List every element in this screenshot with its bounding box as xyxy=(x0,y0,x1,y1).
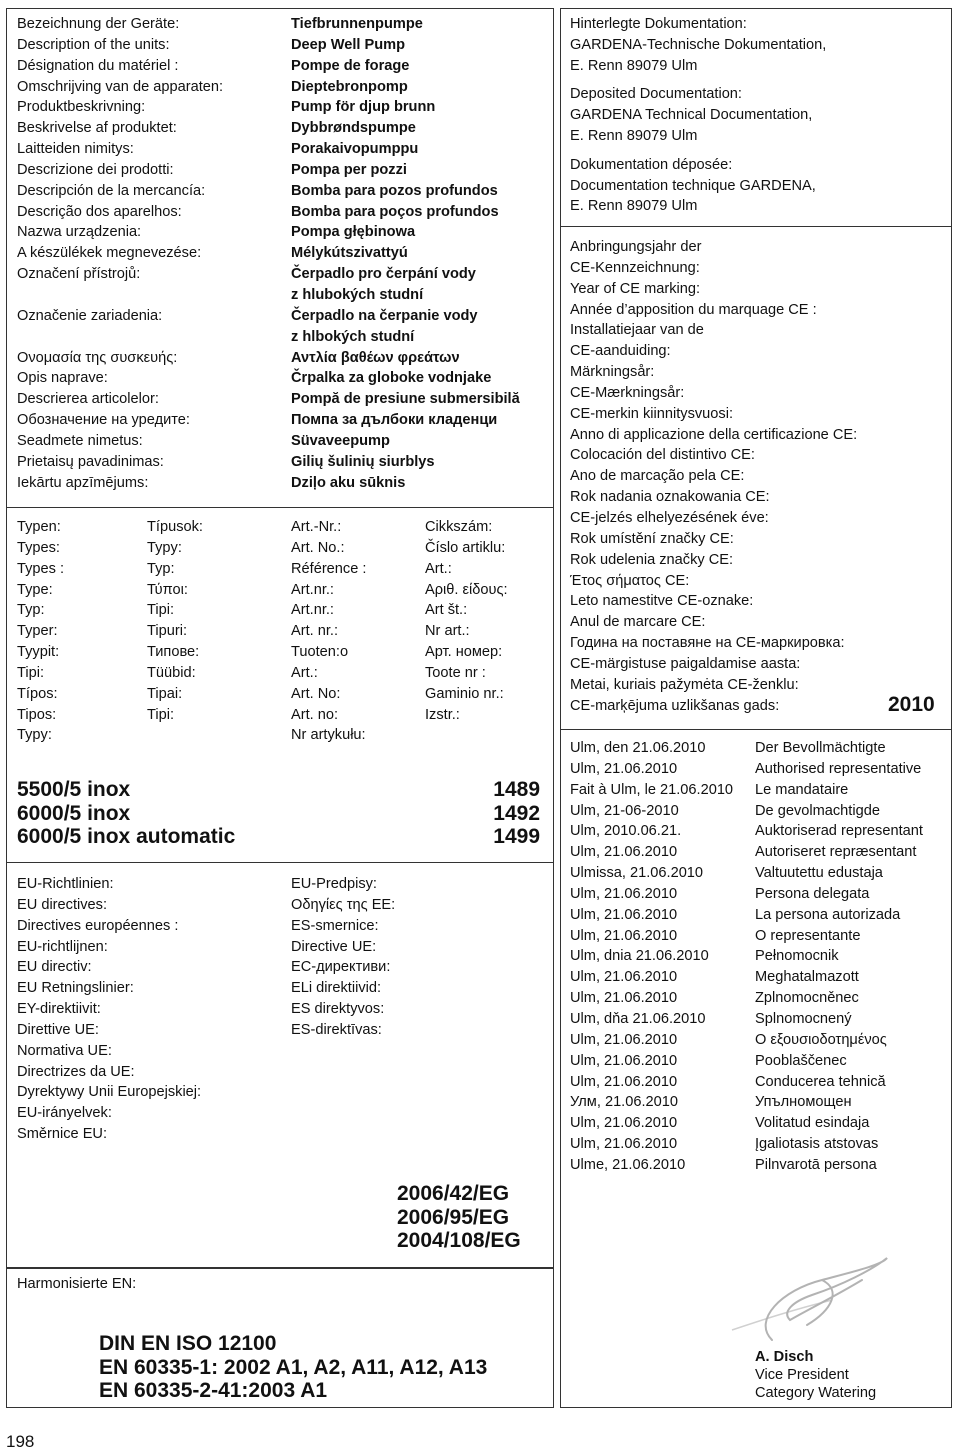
article-number-label: Tuoten:o xyxy=(291,644,349,661)
signature-role: Pilnvarotā persona xyxy=(755,1156,877,1173)
model-number: 1499 xyxy=(493,825,540,848)
signature-place-date: Ulm, 21-06-2010 xyxy=(570,802,679,819)
type-label: Typy: xyxy=(147,539,182,556)
ce-marking-label: Rok udelenia značky CE: xyxy=(570,551,734,568)
ce-marking-label: Rok umístění značky CE: xyxy=(570,530,734,547)
designation-label: A készülékek megnevezése: xyxy=(17,245,202,262)
eu-directive-label: EU-richtlijnen: xyxy=(17,938,108,955)
signature-role: Įgaliotasis atstovas xyxy=(755,1136,879,1153)
model-name: 6000/5 inox automatic xyxy=(17,825,236,848)
signature-place-date: Улм, 21.06.2010 xyxy=(570,1094,678,1111)
eu-directive-label: EU-Richtlinien: xyxy=(17,876,114,892)
type-label: Typ: xyxy=(17,602,45,619)
designation-value: z hlbokých studní xyxy=(291,328,415,345)
article-number-label: Cikkszám: xyxy=(425,519,493,535)
signature-place-date: Ulme, 21.06.2010 xyxy=(570,1156,686,1173)
type-label: Types : xyxy=(17,560,65,577)
signature-place-date: Ulm, dnia 21.06.2010 xyxy=(570,948,709,965)
documentation-line2: E. Renn 89079 Ulm xyxy=(570,57,698,74)
designation-label: Označenie zariadenia: xyxy=(17,307,163,324)
designation-value: Črpalka za globoke vodnjake xyxy=(291,370,492,387)
signature-place-date: Ulm, 21.06.2010 xyxy=(570,969,678,986)
eu-directive-number: 2004/108/EG xyxy=(397,1229,521,1252)
designation-label: Opis naprave: xyxy=(17,370,108,387)
article-number-label: Art.nr.: xyxy=(291,581,334,598)
article-number-label: Nr art.: xyxy=(425,623,470,640)
article-number-label: Art. nr.: xyxy=(291,623,339,640)
documentation-line2: E. Renn 89079 Ulm xyxy=(570,198,698,215)
signer-block xyxy=(755,1348,876,1402)
model-name: 5500/5 inox xyxy=(17,778,131,801)
designation-label: Ονομασία της συσκευής: xyxy=(17,349,178,366)
eu-directive-label: ES-smernice: xyxy=(291,917,379,934)
signature-place-date: Ulm, 21.06.2010 xyxy=(570,885,678,902)
signature-role: Le mandataire xyxy=(755,781,849,798)
designation-label: Seadmete nimetus: xyxy=(17,432,143,449)
harmonised-label: Harmonisierte EN: xyxy=(17,1276,137,1292)
eu-directive-label: ES direktyvos: xyxy=(291,1001,385,1018)
article-number-label: Art. No: xyxy=(291,685,341,702)
type-label: Tyypit: xyxy=(17,644,60,661)
signature-role: De gevolmachtigde xyxy=(755,802,880,819)
designation-value: Помпа за дълбоки кладенци xyxy=(291,412,498,429)
eu-directive-number: 2006/42/EG xyxy=(397,1182,510,1205)
model-row xyxy=(17,802,540,826)
designation-label: Descrierea articolelor: xyxy=(17,391,159,408)
signature-role: Auktoriserad representant xyxy=(755,823,923,840)
designation-value: Pump för djup brunn xyxy=(291,99,436,116)
signature-role: Pełnomocnik xyxy=(755,948,839,965)
ce-marking-labels xyxy=(570,237,857,716)
article-number-label: Art.-Nr.: xyxy=(291,519,342,535)
type-label: Tipi: xyxy=(17,664,45,681)
designation-value: z hlubokých studní xyxy=(291,286,424,303)
signature-role: Persona delegata xyxy=(755,885,870,902)
documentation-title: Deposited Documentation: xyxy=(570,86,742,103)
article-number-label: Art. no: xyxy=(291,706,339,723)
eu-directive-label: Directrizes da UE: xyxy=(17,1063,135,1080)
type-label: Típusok: xyxy=(147,519,203,535)
signature-role: Volitatud esindaja xyxy=(755,1115,870,1132)
model-number: 1489 xyxy=(493,778,540,801)
separator-models xyxy=(6,862,554,863)
designation-value: Αντλία βαθέων φρεάτων xyxy=(291,349,460,366)
ce-year: 2010 xyxy=(888,693,935,716)
signature-place-date: Ulm, den 21.06.2010 xyxy=(570,740,706,756)
designation-label: Bezeichnung der Geräte: xyxy=(17,16,180,32)
type-label: Tipos: xyxy=(17,706,57,723)
signature-titles xyxy=(755,738,923,1176)
handwritten-signature xyxy=(712,1250,902,1360)
ce-marking-label: Anbringungsjahr der xyxy=(570,239,702,255)
harmonised-standard: EN 60335-1: 2002 A1, A2, A11, A12, A13 xyxy=(99,1355,488,1379)
designation-label: Descrizione dei prodotti: xyxy=(17,161,174,178)
eu-directive-labels-left xyxy=(17,874,201,1145)
type-label: Tipuri: xyxy=(147,623,188,640)
signature-place-date: Ulm, 21.06.2010 xyxy=(570,1052,678,1069)
article-number-label: Αριθ. είδους: xyxy=(425,581,508,598)
designation-label: Beskrivelse af produktet: xyxy=(17,120,177,137)
signature-place-date: Ulm, 21.06.2010 xyxy=(570,927,678,944)
designation-value: Dziļo aku sūknis xyxy=(291,474,406,491)
eu-directive-label: EU directiv: xyxy=(17,959,92,976)
designation-label: Description of the units: xyxy=(17,36,170,53)
signature-place-date: Ulm, 21.06.2010 xyxy=(570,990,678,1007)
signer-title: Vice President xyxy=(755,1367,849,1383)
article-number-label: Art. No.: xyxy=(291,539,345,556)
documentation-title: Dokumentation déposée: xyxy=(570,156,733,173)
harmonised-standard: DIN EN ISO 12100 xyxy=(99,1332,277,1355)
model-number: 1492 xyxy=(493,801,540,825)
ce-marking-label: Ano de marcação pela CE: xyxy=(570,468,745,485)
signature-role: Pooblaščenec xyxy=(755,1052,847,1069)
signature-role: Valtuutettu edustaja xyxy=(755,865,883,882)
eu-directive-label: ELi direktiivid: xyxy=(291,980,382,997)
eu-directive-label: Dyrektywy Unii Europejskiej: xyxy=(17,1084,202,1101)
documentation-line1: Documentation technique GARDENA, xyxy=(570,177,816,194)
article-number-label: Izstr.: xyxy=(425,706,460,723)
designation-label: Omschrijving van de apparaten: xyxy=(17,78,224,95)
ce-marking-label: Έτος σήματος CE: xyxy=(570,572,690,589)
designation-value: Pompă de presiune submersibilă xyxy=(291,391,520,408)
signature-role: Conducerea tehnică xyxy=(755,1073,886,1090)
signature-place-date: Fait à Ulm, le 21.06.2010 xyxy=(570,781,734,798)
documentation-line1: GARDENA-Technische Dokumentation, xyxy=(570,36,827,53)
ce-marking-label: Année d’apposition du marquage CE : xyxy=(570,301,817,318)
eu-directive-label: Normativa UE: xyxy=(17,1042,112,1059)
designation-label: Обозначение на уредите: xyxy=(17,412,190,429)
type-label: Типове: xyxy=(147,644,200,661)
article-number-label: Art.: xyxy=(425,560,452,577)
article-number-label: Gaminio nr.: xyxy=(425,685,504,702)
ce-marking-label: Colocación del distintivo CE: xyxy=(570,447,755,464)
documentation-line2: E. Renn 89079 Ulm xyxy=(570,127,698,144)
designation-value: Čerpadlo na čerpanie vody xyxy=(291,307,478,324)
designation-value: Porakaivopumppu xyxy=(291,141,419,158)
ce-marking-label: CE-Kennzeichnung: xyxy=(570,259,700,276)
signer-department: Category Watering xyxy=(755,1385,877,1401)
ce-marking-label: CE-Mærkningsår: xyxy=(570,384,685,401)
ce-marking-label: Anno di applicazione della certificazione CE: xyxy=(570,426,858,443)
signer-name: A. Disch xyxy=(755,1349,814,1365)
type-label: Tipai: xyxy=(147,685,183,702)
documentation-title: Hinterlegte Dokumentation: xyxy=(570,16,747,32)
designation-value: Tiefbrunnenpumpe xyxy=(291,16,423,32)
ce-marking-label: CE-merkin kiinnitysvuosi: xyxy=(570,405,734,422)
article-number-label: Nr artykułu: xyxy=(291,727,366,744)
type-label: Τύποι: xyxy=(147,581,188,598)
designation-label: Produktbeskrivning: xyxy=(17,99,146,116)
type-label: Type: xyxy=(17,581,53,598)
signature-role: Zplnomocněnec xyxy=(755,990,859,1007)
signature-places xyxy=(570,738,733,1176)
documentation-block xyxy=(570,84,826,146)
signature-place-date: Ulm, 21.06.2010 xyxy=(570,844,678,861)
type-label: Típos: xyxy=(17,685,58,702)
type-label: Tipi: xyxy=(147,602,175,619)
ce-marking-label: Märkningsår: xyxy=(570,364,655,381)
designation-value: Deep Well Pump xyxy=(291,36,406,53)
designation-value: Čerpadlo pro čerpání vody xyxy=(291,266,476,283)
designation-value: Pompe de forage xyxy=(291,57,410,74)
separator-types xyxy=(6,507,554,508)
documentation-block xyxy=(570,155,826,217)
eu-directive-label: Οδηγίες της ΕΕ: xyxy=(291,896,396,913)
signature-place-date: Ulmissa, 21.06.2010 xyxy=(570,865,704,882)
signature-role: Meghatalmazott xyxy=(755,969,859,986)
designation-value: Bomba para poços profundos xyxy=(291,203,499,220)
type-label: Typ: xyxy=(147,560,175,577)
eu-directive-label: EY-direktiivit: xyxy=(17,1001,101,1018)
signature-place-date: Ulm, 21.06.2010 xyxy=(570,1031,678,1048)
type-label: Typer: xyxy=(17,623,58,640)
ce-marking-label: Year of CE marking: xyxy=(570,280,701,297)
types-col-4 xyxy=(425,517,508,725)
page-number: 198 xyxy=(6,1432,35,1451)
designation-value: Mélykútszivattyú xyxy=(291,245,408,262)
designation-value: Dieptebronpomp xyxy=(291,78,408,95)
designation-value: Gilių šulinių siurblys xyxy=(291,453,435,470)
models-list xyxy=(17,778,540,849)
model-row xyxy=(17,778,540,802)
signature-role: La persona autorizada xyxy=(755,906,901,923)
harmonised-standards xyxy=(99,1332,487,1403)
documentation-list xyxy=(570,14,826,225)
designation-labels xyxy=(17,14,223,493)
ce-marking-label: Anul de marcare CE: xyxy=(570,614,706,631)
type-label: Types: xyxy=(17,539,60,556)
ce-marking-label: CE-marķējuma uzlikšanas gads: xyxy=(570,697,780,714)
signature-role: Authorised representative xyxy=(755,760,922,777)
separator-ce xyxy=(560,729,952,730)
designation-label: Désignation du matériel : xyxy=(17,57,179,74)
type-label: Tüübid: xyxy=(147,664,196,681)
designation-label: Descripción de la mercancía: xyxy=(17,182,206,199)
ce-marking-label: Metai, kuriais pažymėta CE-ženklu: xyxy=(570,676,799,693)
eu-directive-number: 2006/95/EG xyxy=(397,1205,510,1229)
designation-label: Označení přístrojů: xyxy=(17,266,141,283)
ce-marking-label: Rok nadania oznakowania CE: xyxy=(570,489,770,506)
designation-label: Prietaisų pavadinimas: xyxy=(17,453,164,470)
article-number-label: Art št.: xyxy=(425,602,468,619)
signature-role: Der Bevollmächtigte xyxy=(755,740,886,756)
documentation-line1: GARDENA Technical Documentation, xyxy=(570,107,813,124)
article-number-label: Číslo artiklu: xyxy=(425,539,506,556)
eu-directive-label: EU directives: xyxy=(17,896,108,913)
signature-place-date: Ulm, 21.06.2010 xyxy=(570,1073,678,1090)
designation-label: Iekārtu apzīmējums: xyxy=(17,474,149,491)
eu-directive-label: EU-irányelvek: xyxy=(17,1105,112,1122)
designation-value: Süvaveepump xyxy=(291,432,390,449)
article-number-label: Référence : xyxy=(291,560,367,577)
designation-value: Dybbrøndspumpe xyxy=(291,120,416,137)
type-label: Tipi: xyxy=(147,706,175,723)
ce-marking-label: CE-märgistuse paigaldamise aasta: xyxy=(570,655,801,672)
signature-role: Упълномощен xyxy=(755,1094,852,1111)
article-number-label: Toote nr : xyxy=(425,664,486,681)
article-number-label: Арт. номер: xyxy=(425,644,503,661)
eu-directive-label: ES-direktīvas: xyxy=(291,1021,382,1038)
signature-role: Ο εξουσιοδοτημένος xyxy=(755,1031,887,1048)
eu-directive-labels-right xyxy=(291,874,395,1041)
designation-label xyxy=(17,285,223,306)
signature-place-date: Ulm, 21.06.2010 xyxy=(570,1115,678,1132)
ce-marking-label: CE-jelzés elhelyezésének éve: xyxy=(570,509,769,526)
ce-marking-label: Година на поставяне на CE-маркировка: xyxy=(570,635,845,652)
designation-value: Pompa głębinowa xyxy=(291,224,416,241)
signature-role: Splnomocnený xyxy=(755,1010,852,1027)
eu-directive-label: ЕС-директиви: xyxy=(291,959,391,976)
designation-values xyxy=(291,14,520,493)
eu-directive-label: Directive UE: xyxy=(291,938,377,955)
types-col-1 xyxy=(17,517,64,746)
designation-value: Bomba para pozos profundos xyxy=(291,182,498,199)
designation-label: Laitteiden nimitys: xyxy=(17,141,134,158)
signature-place-date: Ulm, 21.06.2010 xyxy=(570,760,678,777)
eu-directive-label: EU Retningslinier: xyxy=(17,980,134,997)
article-number-label: Art.nr.: xyxy=(291,602,334,619)
eu-directive-label: Directives européennes : xyxy=(17,917,179,934)
designation-value: Pompa per pozzi xyxy=(291,161,407,178)
types-col-3 xyxy=(291,517,366,746)
signature-role: Autoriseret repræsentant xyxy=(755,844,917,861)
signature-place-date: Ulm, dňa 21.06.2010 xyxy=(570,1010,706,1027)
eu-directive-values xyxy=(397,1182,521,1253)
designation-label: Descrição dos aparelhos: xyxy=(17,203,182,220)
eu-directive-label: Směrnice EU: xyxy=(17,1126,108,1143)
signature-role: O representante xyxy=(755,927,861,944)
eu-directive-label: Direttive UE: xyxy=(17,1021,99,1038)
model-row xyxy=(17,825,540,849)
documentation-block xyxy=(570,14,826,76)
ce-marking-label: Installatiejaar van de xyxy=(570,322,704,339)
signature-place-date: Ulm, 2010.06.21. xyxy=(570,823,682,840)
separator-documentation xyxy=(560,226,952,227)
article-number-label: Art.: xyxy=(291,664,318,681)
signature-place-date: Ulm, 21.06.2010 xyxy=(570,906,678,923)
harmonised-standard: EN 60335-2-41:2003 A1 xyxy=(99,1379,328,1402)
ce-marking-label: CE-aanduiding: xyxy=(570,343,671,360)
model-name: 6000/5 inox xyxy=(17,801,131,825)
signature-place-date: Ulm, 21.06.2010 xyxy=(570,1136,678,1153)
ce-marking-label: Leto namestitve CE-oznake: xyxy=(570,593,754,610)
designation-label xyxy=(17,327,223,348)
types-col-2 xyxy=(147,517,203,725)
type-label: Typen: xyxy=(17,519,61,535)
eu-directive-label: EU-Predpisy: xyxy=(291,876,377,892)
designation-label: Nazwa urządzenia: xyxy=(17,224,142,241)
type-label: Typy: xyxy=(17,727,52,744)
